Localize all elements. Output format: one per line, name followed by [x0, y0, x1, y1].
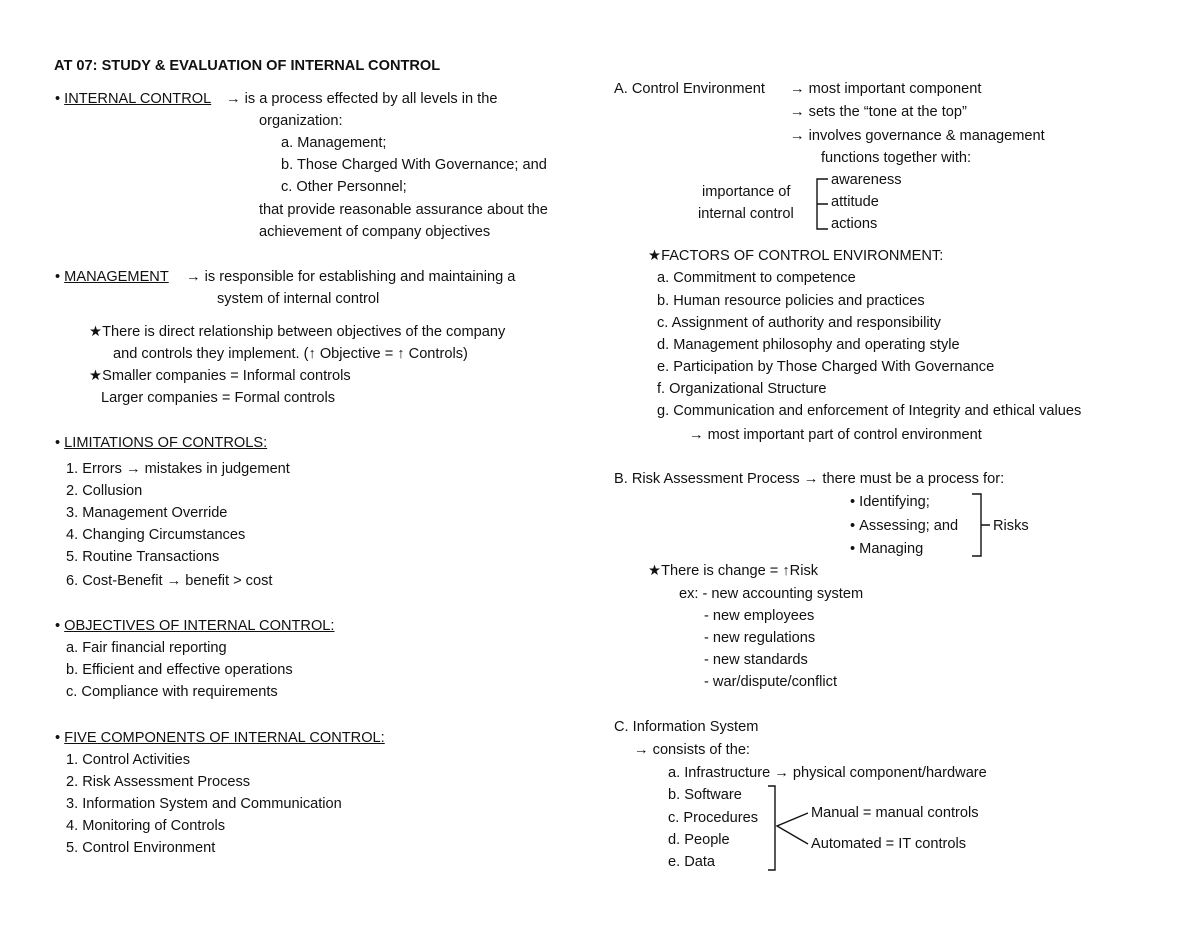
importance-label: internal control [698, 206, 794, 222]
management-heading: MANAGEMENT [64, 269, 169, 285]
control-environment-line: → most important component [790, 81, 982, 97]
management-line: system of internal control [217, 291, 380, 307]
control-environment-heading: A. Control Environment [614, 81, 765, 97]
management-note: Larger companies = Formal controls [101, 390, 336, 406]
risk-item: • Assessing; and [850, 516, 958, 536]
information-system-item: c. Procedures [668, 810, 759, 826]
components-heading-line [55, 728, 385, 748]
components-heading: FIVE COMPONENTS OF INTERNAL CONTROL: [64, 730, 385, 746]
factor-note: → most important part of control environment [689, 427, 982, 443]
internal-control-line: that provide reasonable assurance about the [259, 202, 548, 218]
information-system-heading: C. Information System [614, 719, 759, 735]
internal-control-line: b. Those Charged With Governance; and [281, 157, 547, 173]
control-environment-line: → sets the “tone at the top” [790, 104, 967, 120]
risk-example: ex: - new accounting system [679, 586, 864, 602]
factor-item: b. Human resource policies and practices [657, 293, 925, 309]
factor-item: a. Commitment to competence [657, 270, 856, 286]
information-system-item: e. Data [668, 854, 716, 870]
internal-control-heading-line [55, 89, 211, 109]
factor-item: f. Organizational Structure [657, 381, 827, 397]
risk-example: - new regulations [704, 630, 816, 646]
limitation-item: 6. Cost-Benefit → benefit > cost [66, 573, 273, 589]
internal-control-definition: → is a process effected by all levels in the [226, 91, 498, 107]
component-item: 3. Information System and Communication [66, 796, 342, 812]
control-environment-line: → involves governance & management [790, 128, 1045, 144]
risk-example: - war/dispute/conflict [704, 674, 838, 690]
importance-item: actions [831, 216, 878, 232]
risk-example: - new standards [704, 652, 808, 668]
limitation-item: 1. Errors → mistakes in judgement [66, 461, 290, 477]
objective-item: a. Fair financial reporting [66, 640, 227, 656]
importance-item: attitude [831, 194, 879, 210]
limitation-item: 4. Changing Circumstances [66, 527, 246, 543]
risk-item: • Managing [850, 539, 923, 559]
internal-control-line: organization: [259, 113, 343, 129]
management-definition: → is responsible for establishing and maintaining a [186, 269, 516, 285]
internal-control-line: c. Other Personnel; [281, 179, 407, 195]
risk-example: - new employees [704, 608, 815, 624]
component-item: 4. Monitoring of Controls [66, 818, 225, 834]
objectives-heading: OBJECTIVES OF INTERNAL CONTROL: [64, 618, 335, 634]
information-system-consists: → consists of the: [634, 742, 750, 758]
risks-bracket [970, 493, 994, 559]
objective-item: b. Efficient and effective operations [66, 662, 293, 678]
management-note: ★Smaller companies = Informal controls [89, 368, 351, 384]
limitation-item: 2. Collusion [66, 483, 143, 499]
limitations-heading: LIMITATIONS OF CONTROLS: [64, 435, 268, 451]
automated-controls: Automated = IT controls [811, 836, 967, 852]
component-item: 5. Control Environment [66, 840, 216, 856]
limitation-item: 3. Management Override [66, 505, 228, 521]
risks-label: Risks [993, 518, 1029, 534]
factor-item: d. Management philosophy and operating style [657, 337, 960, 353]
manual-controls: Manual = manual controls [811, 805, 979, 821]
risk-change-note: ★There is change = ↑Risk [648, 563, 819, 579]
management-note: and controls they implement. (↑ Objective = ↑ Controls) [113, 346, 468, 362]
controls-bracket [766, 784, 812, 874]
risk-item: • Identifying; [850, 492, 930, 512]
internal-control-line: a. Management; [281, 135, 387, 151]
control-environment-line: functions together with: [821, 150, 972, 166]
importance-item: awareness [831, 172, 902, 188]
risk-assessment-heading: B. Risk Assessment Process → there must be a process for: [614, 471, 1005, 487]
objective-item: c. Compliance with requirements [66, 684, 278, 700]
component-item: 1. Control Activities [66, 752, 191, 768]
factor-item: e. Participation by Those Charged With Governance [657, 359, 995, 375]
limitation-item: 5. Routine Transactions [66, 549, 220, 565]
factor-item: c. Assignment of authority and responsibility [657, 315, 941, 331]
information-system-item: a. Infrastructure → physical component/hardware [668, 765, 987, 781]
information-system-item: b. Software [668, 787, 742, 803]
management-heading-line [55, 267, 169, 287]
factors-heading: ★FACTORS OF CONTROL ENVIRONMENT: [648, 248, 944, 264]
objectives-heading-line [55, 616, 334, 636]
limitations-heading-line [55, 433, 267, 453]
information-system-item: d. People [668, 832, 730, 848]
internal-control-heading: INTERNAL CONTROL [64, 91, 212, 107]
importance-bracket [814, 178, 830, 232]
internal-control-line: achievement of company objectives [259, 224, 491, 240]
page-title: AT 07: STUDY & EVALUATION OF INTERNAL CONTROL [54, 58, 441, 74]
management-note: ★There is direct relationship between objectives of the company [89, 324, 506, 340]
factor-item: g. Communication and enforcement of Integrity and ethical values [657, 403, 1082, 419]
component-item: 2. Risk Assessment Process [66, 774, 251, 790]
importance-label: importance of [702, 184, 791, 200]
